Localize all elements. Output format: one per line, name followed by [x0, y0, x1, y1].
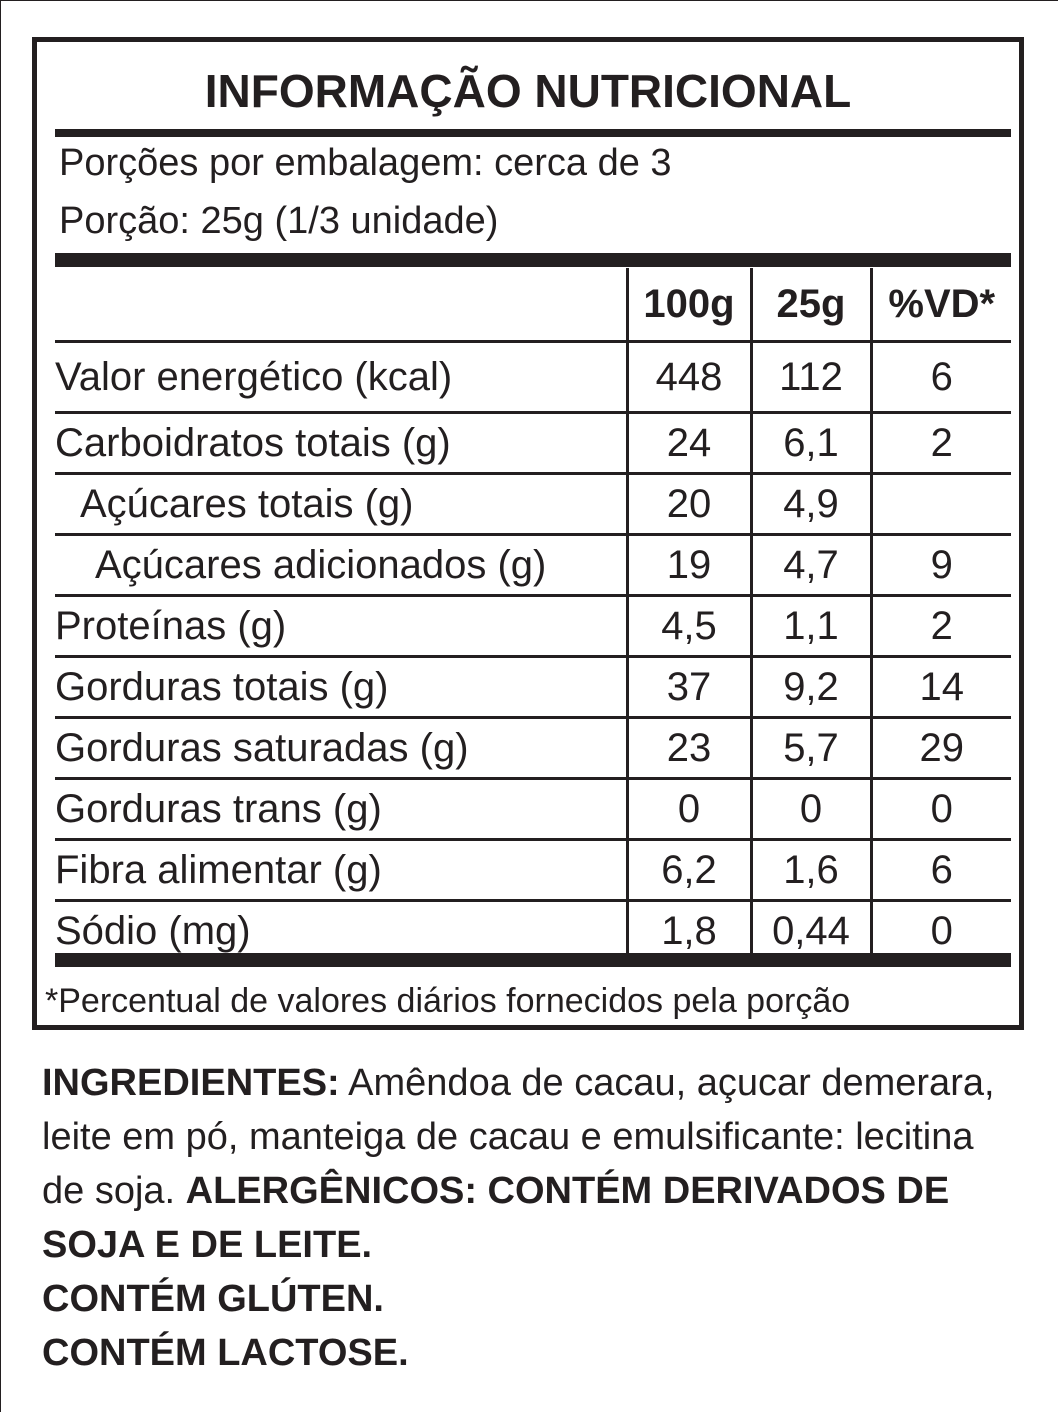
value-25g: 0,44	[751, 901, 871, 961]
ingredients-line	[42, 1218, 1022, 1272]
table-row	[55, 840, 1011, 901]
value-vd: 14	[871, 657, 1011, 718]
value-25g: 1,1	[751, 596, 871, 657]
value-25g: 1,6	[751, 840, 871, 901]
value-100g: 20	[627, 474, 751, 535]
ingredients-text: leite em pó, manteiga de cacau e emulsificante: lecitina	[42, 1116, 974, 1158]
ingredients-line	[42, 1326, 1022, 1380]
nutrition-table	[55, 268, 1011, 960]
value-25g: 112	[751, 342, 871, 413]
value-vd: 2	[871, 596, 1011, 657]
value-25g: 4,9	[751, 474, 871, 535]
header-25g: 25g	[751, 268, 871, 342]
value-100g: 6,2	[627, 840, 751, 901]
header-100g: 100g	[627, 268, 751, 342]
nutrient-label: Fibra alimentar (g)	[55, 840, 627, 901]
allergens-warning: SOJA E DE LEITE.	[42, 1224, 373, 1266]
table-row	[55, 413, 1011, 474]
value-25g: 5,7	[751, 718, 871, 779]
ingredients-section	[42, 1056, 1022, 1380]
nutrient-label: Proteínas (g)	[55, 596, 627, 657]
value-100g: 24	[627, 413, 751, 474]
gluten-warning: CONTÉM GLÚTEN.	[42, 1278, 384, 1320]
nutrient-label: Açúcares adicionados (g)	[55, 535, 627, 596]
value-100g: 0	[627, 779, 751, 840]
table-row	[55, 657, 1011, 718]
title-divider	[55, 129, 1011, 137]
table-row	[55, 718, 1011, 779]
nutrient-label: Gorduras saturadas (g)	[55, 718, 627, 779]
table-row	[55, 779, 1011, 840]
value-25g: 4,7	[751, 535, 871, 596]
nutrient-label: Sódio (mg)	[55, 909, 251, 953]
ingredients-line	[42, 1110, 1022, 1164]
nutrient-label: Gorduras trans (g)	[55, 779, 627, 840]
value-vd: 0	[871, 901, 1011, 961]
table-row	[55, 474, 1011, 535]
table-header-row	[55, 268, 1011, 342]
nutrient-label: Gorduras totais (g)	[55, 657, 627, 718]
table-row	[55, 535, 1011, 596]
table-bottom-divider	[55, 953, 1011, 967]
value-100g: 37	[627, 657, 751, 718]
ingredients-text: Amêndoa de cacau, açucar demerara,	[339, 1062, 995, 1104]
value-25g: 6,1	[751, 413, 871, 474]
nutrient-label: Valor energético (kcal)	[55, 342, 627, 413]
value-100g: 4,5	[627, 596, 751, 657]
value-vd	[871, 474, 1011, 535]
value-vd: 6	[871, 840, 1011, 901]
footnote: *Percentual de valores diários fornecidos pela porção	[45, 982, 851, 1020]
value-100g: 23	[627, 718, 751, 779]
value-vd: 29	[871, 718, 1011, 779]
value-100g: 19	[627, 535, 751, 596]
ingredients-line	[42, 1056, 1022, 1110]
nutrition-facts-panel	[32, 37, 1024, 1030]
nutrient-label: Carboidratos totais (g)	[55, 413, 627, 474]
value-vd: 0	[871, 779, 1011, 840]
value-vd: 6	[871, 342, 1011, 413]
value-25g: 0	[751, 779, 871, 840]
ingredients-line	[42, 1164, 1022, 1218]
value-100g: 1,8	[627, 901, 751, 961]
servings-per-package: Porções por embalagem: cerca de 3	[59, 142, 672, 184]
table-row	[55, 342, 1011, 413]
table-row	[55, 901, 1011, 961]
value-vd: 9	[871, 535, 1011, 596]
ingredients-line	[42, 1272, 1022, 1326]
value-100g: 448	[627, 342, 751, 413]
ingredients-heading: INGREDIENTES:	[42, 1062, 340, 1104]
serving-size: Porção: 25g (1/3 unidade)	[59, 200, 499, 242]
value-vd: 2	[871, 413, 1011, 474]
ingredients-text: de soja.	[42, 1170, 186, 1212]
value-25g: 9,2	[751, 657, 871, 718]
allergens-warning: ALERGÊNICOS: CONTÉM DERIVADOS DE	[185, 1170, 950, 1212]
serving-divider	[55, 253, 1011, 267]
table-row	[55, 596, 1011, 657]
header-vd: %VD*	[871, 268, 1011, 342]
header-blank-cell	[55, 268, 627, 342]
lactose-warning: CONTÉM LACTOSE.	[42, 1332, 409, 1374]
panel-title: INFORMAÇÃO NUTRICIONAL	[204, 65, 852, 117]
nutrient-label: Açúcares totais (g)	[55, 474, 627, 535]
